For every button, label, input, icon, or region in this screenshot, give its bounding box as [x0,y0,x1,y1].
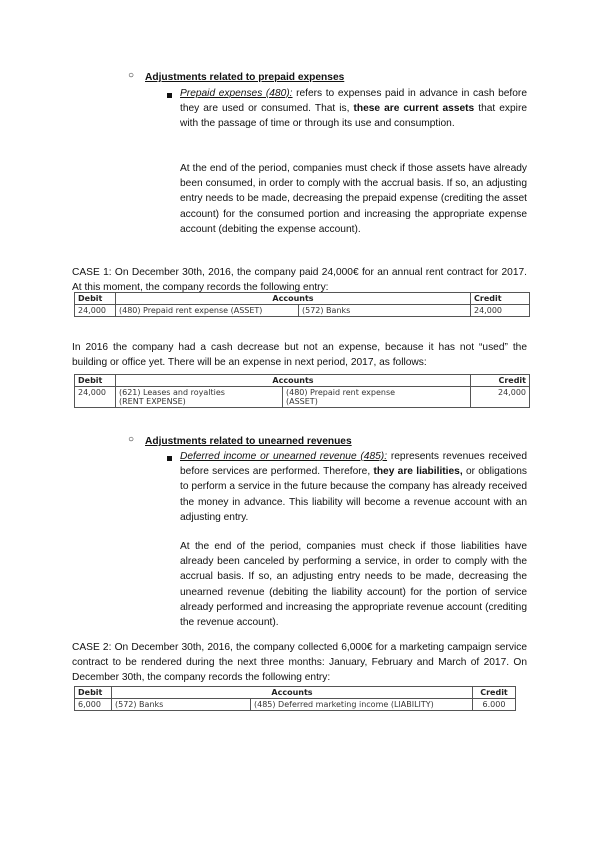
prepaid-paragraph-2: At the end of the period, companies must check if those assets have already been consumed, in order to comply with the accrual basis. If so, an adjusting entry needs to be made, decreasing the prepaid expense (crediting the asset account) for the consumed portion and increasing the appropriate expense account (debiting the expense account). [180,163,527,235]
credit-account-line1: (480) Prepaid rent expense [286,388,396,397]
case1-text: CASE 1: On December 30th, 2016, the company paid 24,000€ for an annual rent contract for 2017. At this moment, the company records the following entry: [72,267,527,294]
col-debit: Debit [75,375,116,387]
table-header-row [75,687,516,699]
credit-amount: 24,000 [471,305,530,317]
hollow-bullet-icon: ○ [128,434,135,445]
col-accounts: Accounts [116,293,471,305]
table-header-row [75,375,530,387]
col-accounts: Accounts [116,375,471,387]
definition-text-b: or obligations to perform a service in the future because the company has already received the money in advance. This liability will become a revenue account with an adjusting entry. [180,466,527,523]
debit-account-line1: (621) Leases and royalties [119,388,225,397]
square-bullet-icon [167,93,172,98]
credit-amount: 24,000 [471,387,530,408]
col-credit: Credit [473,687,516,699]
debit-amount: 24,000 [75,387,116,408]
debit-account [116,387,283,408]
credit-account [283,387,471,408]
case2-text: CASE 2: On December 30th, 2016, the company collected 6,000€ for a marketing campaign service contract to be rendered during the next three months: January, February and March of 2017. On December 30th, the company records the following entry: [72,642,527,684]
term-prepaid-expenses: Prepaid expenses (480): [180,88,293,99]
term-deferred-income: Deferred income or unearned revenue (485): [180,451,388,462]
section-heading-prepaid: Adjustments related to prepaid expenses [145,72,345,83]
debit-account-line2: (RENT EXPENSE) [119,397,186,406]
debit-account: (572) Banks [112,699,251,711]
table-header-row [75,293,530,305]
definition-text-a: represents revenues received before services are performed. Therefore, [180,451,528,478]
credit-amount: 6.000 [473,699,516,711]
section-heading-unearned: Adjustments related to unearned revenues [145,436,352,447]
case2-journal-table [74,686,516,711]
debit-amount: 24,000 [75,305,116,317]
col-debit: Debit [75,687,112,699]
case1-adjusting-table [74,374,530,408]
case1-journal-table [74,292,530,317]
debit-amount: 6,000 [75,699,112,711]
credit-account: (485) Deferred marketing income (LIABILITY) [251,699,473,711]
table-row [75,305,530,317]
definition-text-a: refers to expenses paid in advance in cash before they are used or consumed. That is, [180,88,527,115]
hollow-bullet-icon: ○ [128,70,135,81]
definition-text-b: that expire with the passage of time or through its use and consumption. [180,103,527,130]
col-credit: Credit [471,375,530,387]
debit-account: (480) Prepaid rent expense (ASSET) [116,305,299,317]
square-bullet-icon [167,456,172,461]
table-row [75,699,516,711]
table-row [75,387,530,408]
prepaid-definition [180,86,527,132]
col-debit: Debit [75,293,116,305]
col-accounts: Accounts [112,687,473,699]
definition-bold: these are current assets [353,103,475,115]
definition-bold: they are liabilities, [373,466,463,478]
credit-account: (572) Banks [299,305,471,317]
credit-account-line2: (ASSET) [286,397,318,406]
col-credit: Credit [471,293,530,305]
case1-explanation: In 2016 the company had a cash decrease but not an expense, because it has not “used” the building or office yet. There will be an expense in next period, 2017, as follows: [72,342,527,369]
unearned-paragraph-2: At the end of the period, companies must check if those liabilities have already been canceled by performing a service, in order to comply with the accrual basis. If so, an adjusting entry needs to be made, decreasing the unearned revenue (debiting the liability account) for the portion of service already performed and increasing the appropriate revenue account (crediting the revenue account). [180,541,527,629]
unearned-definition [180,449,527,525]
